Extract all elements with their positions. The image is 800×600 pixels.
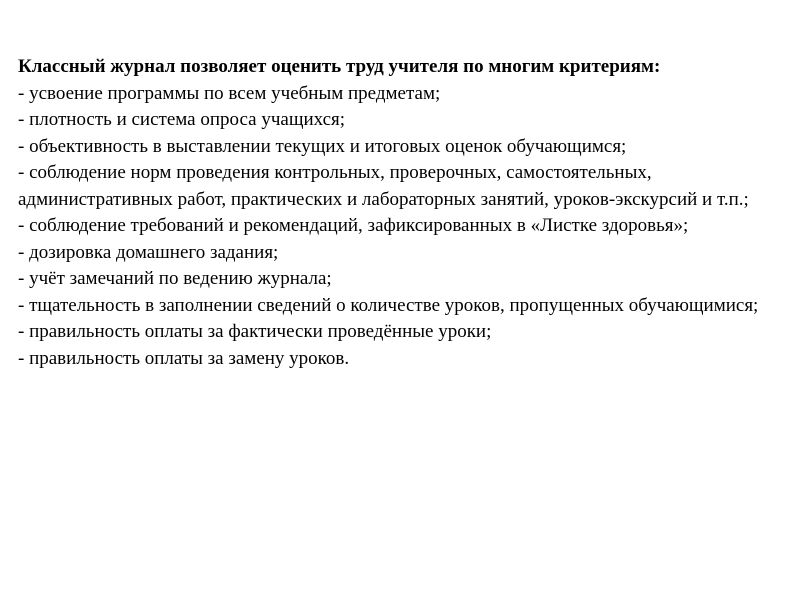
criteria-item: - плотность и система опроса учащихся; [18, 109, 346, 130]
criteria-item: - соблюдение норм проведения контрольных, проверочных, самостоятельных, административных работ, практических и лабораторных занятий, уроков-экскурсий и т.п.; [18, 162, 749, 210]
criteria-item: - тщательность в заполнении сведений о количестве уроков, пропущенных обучающимися; [18, 294, 759, 316]
slide-content [18, 54, 778, 372]
criteria-item: - учёт замечаний по ведению журнала; [18, 268, 332, 289]
criteria-item: - правильность оплаты за замену уроков. [18, 347, 350, 369]
criteria-item: - соблюдение требований и рекомендаций, зафиксированных в «Листке здоровья»; [18, 215, 689, 236]
criteria-item: - объективность в выставлении текущих и итоговых оценок обучающимся; [18, 135, 627, 157]
criteria-item: - правильность оплаты за фактически проведённые уроки; [18, 321, 492, 342]
criteria-item: - дозировка домашнего задания; [18, 241, 279, 263]
slide-heading: Классный журнал позволяет оценить труд учителя по многим критериям: [18, 56, 661, 77]
criteria-list [18, 81, 778, 373]
criteria-item: - усвоение программы по всем учебным предметам; [18, 82, 441, 104]
